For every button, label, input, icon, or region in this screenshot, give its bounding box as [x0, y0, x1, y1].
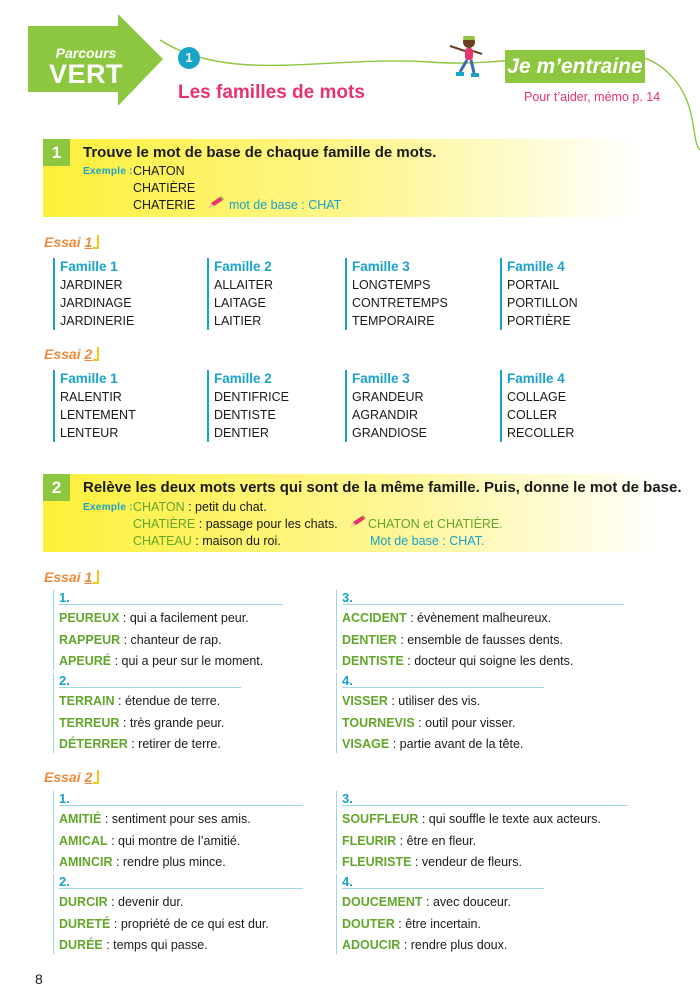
group-line: [342, 710, 544, 732]
family-title: Famille 3: [352, 371, 410, 386]
group-word: DOUCEMENT: [342, 895, 423, 909]
example-line: [133, 500, 267, 514]
group-line: [59, 688, 241, 710]
family-word: AGRANDIR: [352, 408, 418, 422]
group-def: : très grande peur.: [119, 715, 225, 730]
family-word: PORTIÈRE: [507, 314, 571, 328]
group-word: ADOUCIR: [342, 938, 401, 952]
example-label: Exemple :: [83, 166, 133, 177]
group-line: [342, 627, 624, 649]
group-line: [59, 605, 283, 627]
page-number: 8: [35, 971, 43, 987]
group-def: : qui a peur sur le moment.: [111, 654, 264, 668]
group-def: : rendre plus doux.: [400, 938, 508, 952]
family-title: Famille 2: [214, 371, 272, 386]
essai-2-label: [44, 346, 99, 362]
parcours-label: [46, 46, 126, 88]
group-word: DOUTER: [342, 916, 395, 931]
group-line: [342, 828, 628, 850]
family-word: JARDINERIE: [60, 314, 135, 328]
family-2: [207, 258, 273, 330]
example-label: Exemple :: [83, 502, 133, 513]
group-line: [59, 806, 303, 828]
group-line: [59, 889, 303, 911]
exercise-2-header: [43, 474, 682, 552]
group-word: RAPPEUR: [59, 632, 121, 647]
group-def: : être incertain.: [394, 916, 481, 931]
example-word: CHATON: [133, 500, 185, 514]
word-group-4: [336, 874, 544, 954]
group-word: VISSER: [342, 694, 388, 708]
family-word: DENTIER: [214, 426, 269, 440]
group-number: 3.: [342, 590, 624, 605]
example-word: CHATERIE: [133, 198, 196, 212]
group-def: : vendeur de fleurs.: [411, 855, 522, 869]
example-answer: CHATON et CHATIÈRE.: [368, 517, 503, 531]
family-title: Famille 3: [352, 259, 410, 274]
group-word: TOURNEVIS: [342, 715, 415, 730]
example-word: CHATON: [133, 164, 185, 178]
group-word: TERRAIN: [59, 694, 115, 708]
group-def: : qui montre de l’amitié.: [107, 833, 241, 848]
family-word: COLLER: [507, 408, 558, 422]
essai-number: 2: [84, 769, 93, 785]
group-line: [342, 889, 544, 911]
group-def: : ensemble de fausses dents.: [396, 632, 563, 647]
group-def: : retirer de terre.: [127, 737, 221, 751]
group-def: : temps qui passe.: [102, 938, 208, 952]
family-word: DENTIFRICE: [214, 390, 289, 404]
group-word: SOUFFLEUR: [342, 812, 419, 826]
exercise-question: Relève les deux mots verts qui sont de la même famille. Puis, donne le mot de base.: [83, 479, 682, 496]
group-number: 4.: [342, 673, 544, 688]
group-line: [59, 932, 303, 954]
group-word: TERREUR: [59, 715, 120, 730]
group-def: : partie avant de la tête.: [389, 737, 524, 751]
example-base-word: Mot de base : CHAT.: [370, 534, 485, 548]
example-answer: mot de base : CHAT: [229, 198, 342, 212]
group-def: : devenir dur.: [107, 895, 184, 909]
group-def: : qui souffle le texte aux acteurs.: [418, 812, 601, 826]
group-word: DURCIR: [59, 895, 108, 909]
word-group-3: [336, 791, 628, 871]
group-def: : sentiment pour ses amis.: [101, 812, 251, 826]
word-group-1: [53, 791, 303, 871]
group-word: APEURÉ: [59, 654, 112, 668]
family-2: [207, 370, 289, 442]
family-word: RALENTIR: [60, 390, 122, 404]
essai-text: Essai: [44, 569, 81, 585]
group-word: AMITIÉ: [59, 812, 102, 826]
lesson-number-badge: 1: [178, 47, 200, 69]
word-group-4: [336, 673, 544, 753]
group-def: : être en fleur.: [396, 833, 477, 848]
group-number: 2.: [59, 874, 303, 889]
group-line: [59, 731, 241, 753]
exercise-question: Trouve le mot de base de chaque famille de mots.: [83, 144, 437, 161]
group-number: 1.: [59, 590, 283, 605]
example-word: CHATIÈRE: [133, 517, 196, 531]
group-line: [342, 932, 544, 954]
example-word: CHATIÈRE: [133, 181, 196, 195]
group-line: [59, 648, 283, 670]
word-group-2: [53, 874, 303, 954]
parcours-color: VERT: [48, 59, 123, 89]
example-word: CHATEAU: [133, 534, 192, 548]
example-def: : petit du chat.: [184, 500, 267, 514]
skater-kid-icon: [436, 32, 486, 80]
family-word: CONTRETEMPS: [352, 296, 448, 310]
group-def: : étendue de terre.: [114, 694, 221, 708]
essai-text: Essai: [44, 346, 81, 362]
essai-number: 2: [84, 346, 93, 362]
family-4: [500, 370, 574, 442]
pencil-icon: [349, 515, 367, 529]
group-word: AMICAL: [59, 833, 108, 848]
group-line: [59, 849, 303, 871]
essai-1-label: [44, 234, 99, 250]
family-word: DENTISTE: [214, 408, 276, 422]
exercise-number: 1: [43, 139, 70, 166]
essai-1-label: [44, 569, 99, 585]
group-word: PEUREUX: [59, 611, 120, 625]
group-word: DENTISTE: [342, 654, 404, 668]
group-word: DENTIER: [342, 632, 397, 647]
family-word: JARDINAGE: [60, 296, 132, 310]
group-number: 4.: [342, 874, 544, 889]
family-word: COLLAGE: [507, 390, 567, 404]
group-def: : propriété de ce qui est dur.: [110, 916, 269, 931]
section-label: Je m’entraine: [505, 50, 645, 83]
example-line: [133, 534, 281, 548]
group-line: [59, 627, 283, 649]
memo-reference: Pour t’aider, mémo p. 14: [524, 90, 661, 104]
family-word: RECOLLER: [507, 426, 575, 440]
family-title: Famille 4: [507, 259, 565, 274]
group-word: FLEURISTE: [342, 855, 412, 869]
group-number: 2.: [59, 673, 241, 688]
family-word: LENTEMENT: [60, 408, 136, 422]
group-line: [342, 849, 628, 871]
group-def: : docteur qui soigne les dents.: [403, 654, 574, 668]
group-line: [342, 911, 544, 933]
pencil-icon: [207, 196, 225, 210]
family-word: LONGTEMPS: [352, 278, 431, 292]
group-number: 1.: [59, 791, 303, 806]
group-def: : qui a facilement peur.: [119, 611, 249, 625]
group-word: VISAGE: [342, 737, 390, 751]
group-word: DURETÉ: [59, 916, 111, 931]
group-line: [59, 828, 303, 850]
group-line: [59, 911, 303, 933]
family-word: TEMPORAIRE: [352, 314, 435, 328]
essai-text: Essai: [44, 769, 81, 785]
family-1: [53, 258, 134, 330]
family-word: PORTILLON: [507, 296, 578, 310]
group-line: [59, 710, 241, 732]
family-word: GRANDIOSE: [352, 426, 428, 440]
group-def: : évènement malheureux.: [406, 611, 552, 625]
group-def: : outil pour visser.: [414, 715, 516, 730]
group-line: [342, 806, 628, 828]
family-title: Famille 2: [214, 259, 272, 274]
family-word: GRANDEUR: [352, 390, 424, 404]
example-def: : maison du roi.: [191, 534, 281, 548]
group-def: : chanteur de rap.: [120, 632, 222, 647]
word-group-3: [336, 590, 624, 670]
family-word: PORTAIL: [507, 278, 560, 292]
family-word: ALLAITER: [214, 278, 274, 292]
group-def: : rendre plus mince.: [112, 855, 226, 869]
group-def: : utiliser des vis.: [387, 694, 481, 708]
family-4: [500, 258, 578, 330]
group-line: [342, 648, 624, 670]
essai-2-label: [44, 769, 99, 785]
family-title: Famille 4: [507, 371, 565, 386]
family-title: Famille 1: [60, 371, 118, 386]
family-3: [345, 370, 427, 442]
exercise-number: 2: [43, 474, 70, 501]
family-title: Famille 1: [60, 259, 118, 274]
word-group-2: [53, 673, 241, 753]
parcours-text: Parcours: [55, 45, 117, 61]
group-line: [342, 688, 544, 710]
group-number: 3.: [342, 791, 628, 806]
group-word: FLEURIR: [342, 833, 397, 848]
family-word: JARDINER: [60, 278, 123, 292]
group-word: AMINCIR: [59, 855, 113, 869]
group-def: : avec douceur.: [422, 895, 511, 909]
essai-number: 1: [84, 234, 93, 250]
group-word: DÉTERRER: [59, 737, 128, 751]
group-word: ACCIDENT: [342, 611, 407, 625]
family-3: [345, 258, 448, 330]
family-word: LAITIER: [214, 314, 262, 328]
example-def: : passage pour les chats.: [195, 517, 338, 531]
family-word: LENTEUR: [60, 426, 119, 440]
group-word: DURÉE: [59, 938, 103, 952]
family-1: [53, 370, 136, 442]
essai-number: 1: [84, 569, 93, 585]
group-line: [342, 731, 544, 753]
group-line: [342, 605, 624, 627]
exercise-1-header: [43, 139, 638, 217]
family-word: LAITAGE: [214, 296, 266, 310]
word-group-1: [53, 590, 283, 670]
example-line: [133, 517, 338, 531]
lesson-title: Les familles de mots: [178, 82, 365, 103]
essai-text: Essai: [44, 234, 81, 250]
